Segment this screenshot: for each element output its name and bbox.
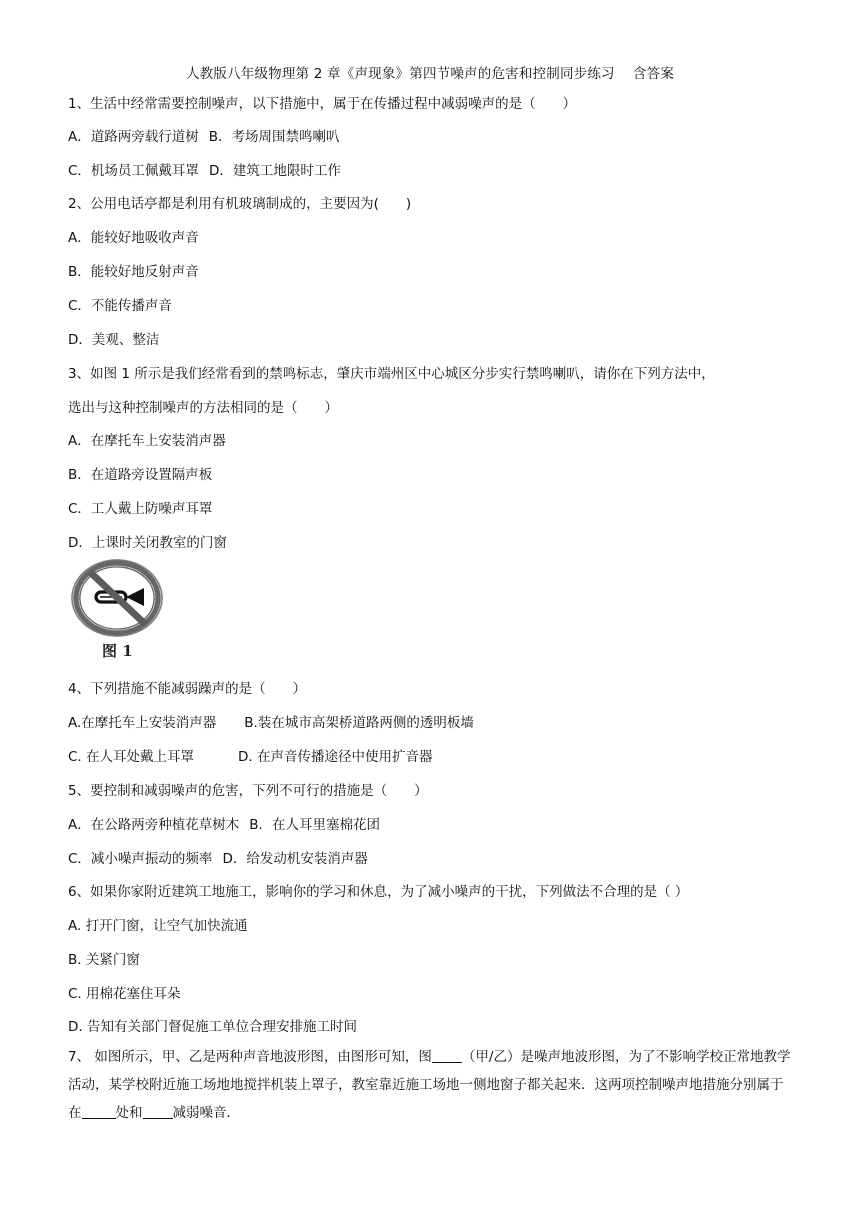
question-7-blank-2[interactable]	[82, 1104, 116, 1119]
question-7-blank-1[interactable]	[432, 1048, 462, 1063]
question-4-options-cd	[68, 745, 433, 765]
question-2-option-a: A．能较好地吸收声音	[68, 230, 199, 246]
question-6-option-d: D. 告知有关部门督促施工单位合理安排施工时间	[68, 1019, 357, 1035]
question-3-option-b: B．在道路旁设置隔声板	[68, 467, 213, 483]
question-3-option-c: C．工人戴上防噪声耳罩	[68, 501, 213, 517]
question-7-text-1: 7、 如图所示，甲、乙是两种声音地波形图，由图形可知，图	[68, 1049, 432, 1065]
question-2-option-b: B．能较好地反射声音	[68, 264, 199, 280]
question-5-option-a: A．在公路两旁种植花草树木	[68, 817, 240, 833]
question-7-stem	[68, 1043, 796, 1127]
question-4-stem: 4、下列措施不能减弱躁声的是（ ）	[68, 681, 307, 697]
question-5-option-b: B．在人耳里塞棉花团	[249, 817, 381, 833]
question-1-option-d: D．建筑工地限时工作	[208, 163, 341, 179]
question-4-option-c: C. 在人耳处戴上耳罩	[68, 749, 195, 765]
page-title: 人教版八年级物理第 2 章《声现象》第四节噪声的危害和控制同步练习 含答案	[185, 66, 675, 82]
question-6-option-b: B. 关紧门窗	[68, 952, 140, 968]
question-3-stem-line-1: 3、如图 1 所示是我们经常看到的禁鸣标志，肇庆市端州区中心城区分步实行禁鸣喇叭，请你在下列方法中，	[68, 366, 715, 382]
question-6-option-a: A. 打开门窗，让空气加快流通	[68, 918, 248, 934]
question-4-option-a: A.在摩托车上安装消声器	[68, 715, 217, 731]
question-7-blank-3[interactable]	[143, 1104, 173, 1119]
question-1-option-a: A．道路两旁载行道树	[68, 129, 199, 145]
question-2-option-d: D．美观、整洁	[68, 332, 160, 348]
question-1-option-b: B．考场周围禁鸣喇叭	[208, 129, 340, 145]
question-4-option-b: B.装在城市高架桥道路两侧的透明板墙	[244, 715, 474, 731]
question-7-text-2: （甲/乙）是噪声地波形图，为了不影响学校正常地教学活动，某学校附近施工场地地搅拌机装上罩子，教室靠近施工场地一侧地窗子都关起来．这两项控制噪声地措施分别属于在	[68, 1049, 791, 1121]
figure-1-caption: 图 1	[102, 642, 133, 660]
question-5-options-cd	[68, 847, 368, 867]
question-3-option-a: A．在摩托车上安装消声器	[68, 433, 226, 449]
question-5-option-d: D．给发动机安装消声器	[222, 851, 368, 867]
no-horn-sign-icon	[70, 558, 166, 638]
question-4-option-d: D. 在声音传播途径中使用扩音器	[238, 749, 433, 765]
question-1-options-cd	[68, 159, 341, 179]
question-6-option-c: C. 用棉花塞住耳朵	[68, 986, 181, 1002]
question-3-stem-line-2: 选出与这种控制噪声的方法相同的是（ ）	[68, 400, 338, 416]
question-7-text-4: 减弱噪音．	[172, 1105, 240, 1121]
question-5-option-c: C．减小噪声振动的频率	[68, 851, 213, 867]
question-3-option-d: D．上课时关闭教室的门窗	[68, 535, 227, 551]
question-1-options-ab	[68, 125, 340, 145]
question-1-option-c: C．机场员工佩戴耳罩	[68, 163, 199, 179]
question-6-stem: 6、如果你家附近建筑工地施工，影响你的学习和休息，为了减小噪声的干扰，下列做法不合理的是（ ）	[68, 884, 689, 900]
question-1-stem: 1、生活中经常需要控制噪声，以下措施中，属于在传播过程中减弱噪声的是（ ）	[68, 96, 577, 112]
question-2-stem: 2、公用电话亭都是利用有机玻璃制成的，主要因为( )	[68, 196, 412, 212]
question-7-text-3: 处和	[115, 1105, 143, 1121]
question-5-options-ab	[68, 813, 380, 833]
question-4-options-ab	[68, 711, 474, 731]
question-2-option-c: C．不能传播声音	[68, 298, 172, 314]
question-5-stem: 5、要控制和减弱噪声的危害，下列不可行的措施是（ ）	[68, 783, 428, 799]
